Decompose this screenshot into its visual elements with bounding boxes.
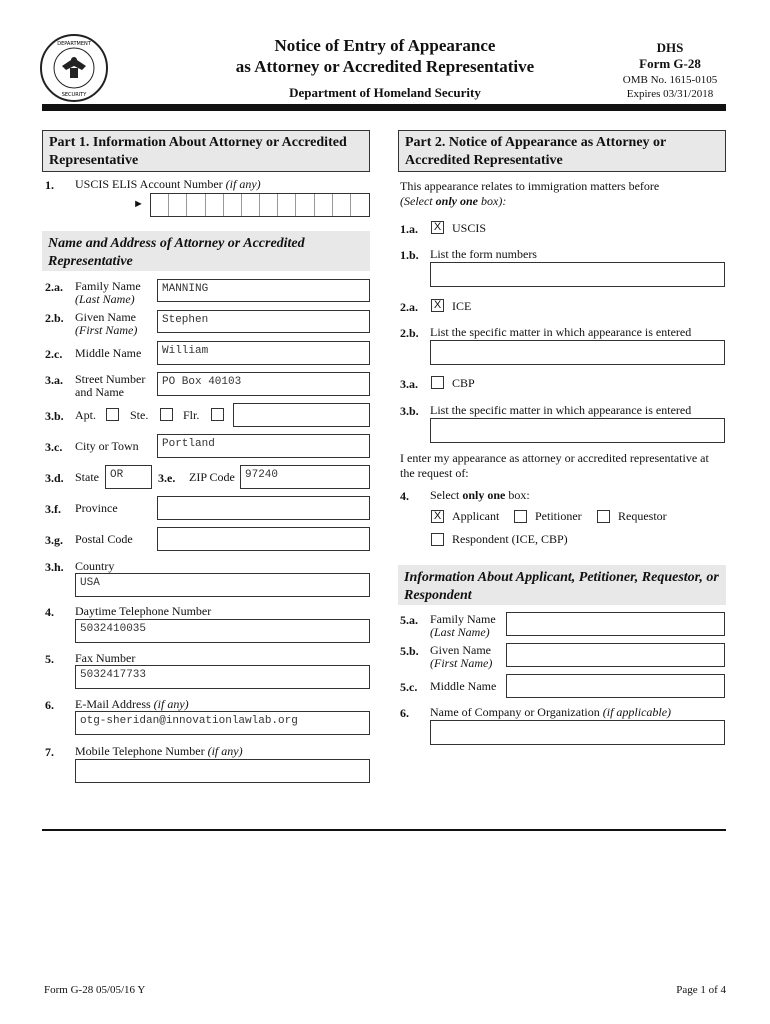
fax-label: Fax Number [75, 651, 136, 665]
fax-input[interactable]: 5032417733 [75, 665, 370, 689]
request-line2: the request of: [400, 466, 469, 480]
city-input[interactable]: Portland [157, 434, 370, 458]
select-num: 4. [400, 489, 409, 503]
applicant-middle-label: Middle Name [430, 679, 497, 693]
postal-label: Postal Code [75, 532, 133, 546]
cbp-matter-input[interactable] [430, 418, 725, 443]
province-input[interactable] [157, 496, 370, 520]
requestor-label: Requestor [618, 509, 667, 523]
family-name-label: Family Name [75, 279, 141, 293]
form-title-line2: as Attorney or Accredited Representative [235, 57, 535, 76]
dhs-seal-icon [40, 34, 108, 102]
arrow-right-icon: ► [133, 198, 144, 210]
request-line1: I enter my appearance as attorney or accredited representative at [400, 451, 709, 465]
cbp-matter-label: List the specific matter in which appearance is entered [430, 403, 692, 417]
agency-label: DHS [656, 40, 684, 55]
phone-input[interactable]: 5032410035 [75, 619, 370, 643]
forms-label: List the form numbers [430, 247, 537, 261]
mobile-label: Mobile Telephone Number (if any) [75, 744, 243, 758]
form-numbers-input[interactable] [430, 262, 725, 287]
respondent-label: Respondent (ICE, CBP) [452, 532, 568, 546]
apt-num: 3.b. [45, 409, 64, 423]
ice-checkbox[interactable]: X [431, 299, 444, 312]
elis-num: 1. [45, 178, 54, 192]
applicant-middle-num: 5.c. [400, 680, 418, 694]
forms-num: 1.b. [400, 248, 419, 262]
mobile-num: 7. [45, 745, 54, 759]
svg-text:SECURITY: SECURITY [61, 92, 87, 98]
petitioner-label: Petitioner [535, 509, 582, 523]
province-label: Province [75, 501, 118, 515]
applicant-section-heading: Information About Applicant, Petitioner, Requestor, or Respondent [398, 565, 726, 605]
expiration-date: Expires 03/31/2018 [626, 88, 714, 100]
attorney-section-heading: Name and Address of Attorney or Accredited Representative [42, 231, 370, 271]
email-num: 6. [45, 698, 54, 712]
uscis-num: 1.a. [400, 222, 418, 236]
department-name: Department of Homeland Security [289, 85, 481, 100]
applicant-family-sub: (Last Name) [430, 625, 490, 639]
apt-number-input[interactable] [233, 403, 370, 427]
middle-name-num: 2.c. [45, 347, 63, 361]
state-label: State [75, 470, 99, 484]
cbp-matter-num: 3.b. [400, 404, 419, 418]
state-select[interactable]: OR [105, 465, 152, 489]
fax-num: 5. [45, 652, 54, 666]
svg-text:DEPARTMENT: DEPARTMENT [57, 41, 91, 47]
family-name-input[interactable]: MANNING [157, 279, 370, 302]
part2-intro-line1: This appearance relates to immigration matters before [400, 179, 660, 193]
country-input[interactable]: USA [75, 573, 370, 597]
family-name-num: 2.a. [45, 280, 63, 294]
applicant-family-num: 5.a. [400, 613, 418, 627]
ice-matter-num: 2.b. [400, 326, 419, 340]
petitioner-checkbox[interactable] [514, 510, 527, 523]
part2-intro-line2: (Select only one box): [400, 194, 507, 208]
ice-label: ICE [452, 299, 472, 313]
apt-label: Apt. [75, 408, 96, 422]
ice-num: 2.a. [400, 300, 418, 314]
applicant-given-input[interactable] [506, 643, 725, 667]
ste-checkbox[interactable] [160, 408, 173, 421]
given-name-label: Given Name [75, 310, 136, 324]
footer-divider [42, 829, 726, 831]
middle-name-label: Middle Name [75, 346, 142, 360]
phone-num: 4. [45, 605, 54, 619]
applicant-given-label: Given Name [430, 643, 491, 657]
flr-label: Flr. [183, 408, 200, 422]
select-label: Select only one box: [430, 488, 530, 502]
omb-number: OMB No. 1615-0105 [622, 74, 718, 86]
page-number: Page 1 of 4 [676, 984, 726, 996]
zip-label: ZIP Code [189, 470, 235, 484]
form-id: Form G-28 [639, 56, 701, 71]
requestor-checkbox[interactable] [597, 510, 610, 523]
cbp-num: 3.a. [400, 377, 418, 391]
middle-name-input[interactable]: William [157, 341, 370, 365]
elis-account-input[interactable] [150, 193, 370, 217]
zip-num: 3.e. [158, 471, 176, 485]
street-num: 3.a. [45, 373, 63, 387]
given-name-num: 2.b. [45, 311, 64, 325]
street-label: Street Number [75, 372, 146, 386]
applicant-label: Applicant [452, 509, 500, 523]
family-name-sub: (Last Name) [75, 292, 135, 306]
applicant-family-input[interactable] [506, 612, 725, 636]
street-label-2: and Name [75, 385, 124, 399]
applicant-checkbox[interactable]: X [431, 510, 444, 523]
ice-matter-label: List the specific matter in which appearance is entered [430, 325, 692, 339]
part2-heading: Part 2. Notice of Appearance as Attorney or Accredited Representative [398, 130, 726, 172]
elis-label: USCIS ELIS Account Number (if any) [75, 177, 261, 191]
header-divider [42, 104, 726, 111]
applicant-given-sub: (First Name) [430, 656, 493, 670]
given-name-sub: (First Name) [75, 323, 138, 337]
applicant-given-num: 5.b. [400, 644, 419, 658]
applicant-middle-input[interactable] [506, 674, 725, 698]
form-title-line1: Notice of Entry of Appearance [274, 36, 496, 55]
country-label: Country [75, 559, 115, 573]
state-num: 3.d. [45, 471, 64, 485]
mobile-input[interactable] [75, 759, 370, 783]
ste-label: Ste. [130, 408, 149, 422]
phone-label: Daytime Telephone Number [75, 604, 212, 618]
email-label: E-Mail Address (if any) [75, 697, 189, 711]
org-label: Name of Company or Organization (if applicable) [430, 705, 672, 719]
city-num: 3.c. [45, 440, 63, 454]
ice-matter-input[interactable] [430, 340, 725, 365]
respondent-checkbox[interactable] [431, 533, 444, 546]
email-input[interactable]: otg-sheridan@innovationlawlab.org [75, 711, 370, 735]
province-num: 3.f. [45, 502, 61, 516]
footer-form-ref: Form G-28 05/05/16 Y [44, 984, 146, 996]
postal-num: 3.g. [45, 533, 63, 547]
given-name-input[interactable]: Stephen [157, 310, 370, 333]
organization-input[interactable] [430, 720, 725, 745]
zip-input[interactable]: 97240 [240, 465, 370, 489]
org-num: 6. [400, 706, 409, 720]
city-label: City or Town [75, 439, 139, 453]
applicant-family-label: Family Name [430, 612, 496, 626]
country-num: 3.h. [45, 560, 64, 574]
postal-code-input[interactable] [157, 527, 370, 551]
apt-checkbox[interactable] [106, 408, 119, 421]
uscis-checkbox[interactable]: X [431, 221, 444, 234]
part1-heading: Part 1. Information About Attorney or Accredited Representative [42, 130, 370, 172]
uscis-label: USCIS [452, 221, 487, 235]
street-input[interactable]: PO Box 40103 [157, 372, 370, 396]
flr-checkbox[interactable] [211, 408, 224, 421]
cbp-label: CBP [452, 376, 475, 390]
cbp-checkbox[interactable] [431, 376, 444, 389]
